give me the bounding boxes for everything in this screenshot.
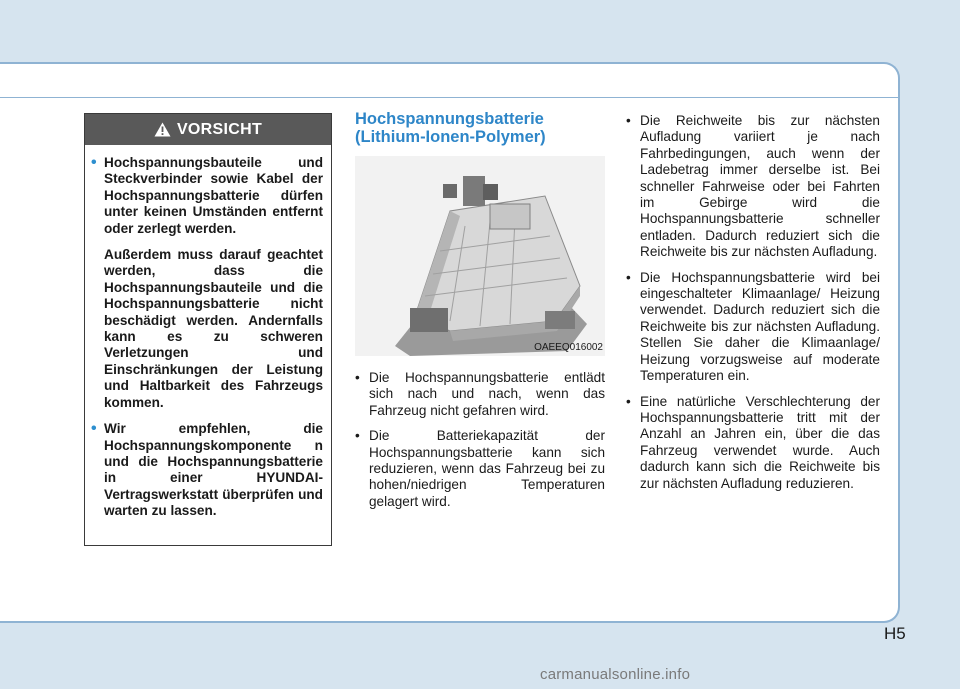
caution-header xyxy=(85,114,331,145)
list-item-text: Die Reichweite bis zur nächsten Aufladung variiert je nach Fahrbedingungen, auch wenn der Ladebetrag immer derselbe ist. Bei schneller Fahrweise oder bei Fahrten im Gebirge wird die Hochspannungsbatterie schneller entladen. Dadurch reduziert sich die Reichweite bis zur nächsten Aufladung. xyxy=(640,113,880,260)
bullet-icon: • xyxy=(626,113,631,128)
list-item xyxy=(355,370,605,419)
caution-box xyxy=(84,113,332,546)
caution-body xyxy=(85,145,331,520)
section-title xyxy=(355,110,605,146)
battery-illustration xyxy=(355,156,605,356)
watermark[interactable]: carmanualsonline.info xyxy=(540,666,691,683)
list-item-text: Die Batteriekapazität der Hochspannungsbatterie kann sich reduzieren, wenn das Fahrzeug bei zu hohen/niedrigen Temperaturen gelagert wird. xyxy=(369,428,605,509)
caution-item xyxy=(91,420,323,519)
right-column xyxy=(626,113,880,501)
caution-title: VORSICHT xyxy=(176,120,263,138)
section-bullet-list xyxy=(355,370,605,510)
top-rule xyxy=(0,97,900,98)
bullet-icon: • xyxy=(91,154,97,171)
caution-item xyxy=(91,154,323,411)
list-item xyxy=(355,428,605,510)
battery-section xyxy=(355,110,605,519)
list-item xyxy=(626,394,880,492)
right-bullet-list xyxy=(626,113,880,492)
caution-item-paragraph: Außerdem muss darauf geachtet werden, dass die Hochspannungsbauteile und die Hochspannungsbatterie nicht beschädigt werden. Andernfalls kann es zu schweren Verletzungen und Einschränkungen der Leistung und Haltbarkeit des Fahrzeugs kommen. xyxy=(104,247,323,410)
bullet-icon: • xyxy=(626,269,631,285)
bullet-icon: • xyxy=(91,420,97,438)
list-item xyxy=(626,270,880,385)
list-item-text: Die Hochspannungsbatterie entlädt sich nach und nach, wenn das Fahrzeug nicht gefahren wird. xyxy=(369,370,605,418)
bullet-icon: • xyxy=(355,428,360,444)
image-code: OAEEQ016002 xyxy=(534,342,603,353)
caution-item-text: Wir empfehlen, die Hochspannungskomponente n und die Hochspannungsbatterie in einer HYUNDAI-Vertragswerkstatt überprüfen und warten zu lassen. xyxy=(104,421,323,519)
list-item-text: Die Hochspannungsbatterie wird bei eingeschalteter Klimaanlage/ Heizung verwendet. Dadurch reduziert sich die Reichweite bis zur nächsten Aufladung. Stellen Sie daher die Klimaanlage/ Heizung vorzugsweise auf moderate Temperaturen ein. xyxy=(640,269,880,384)
bullet-icon: • xyxy=(355,370,360,385)
list-item xyxy=(626,113,880,261)
bullet-icon: • xyxy=(626,393,631,409)
caution-item-text: Hochspannungsbauteile und Steckverbinder sowie Kabel der Hochspannungsbatterie dürfen unter keinen Umständen entfernt oder zerlegt werden. xyxy=(104,155,323,236)
list-item-text: Eine natürliche Verschlechterung der Hochspannungsbatterie tritt mit der Anzahl an Jahren ein, über die das Fahrzeug verwendet wurde. Auch dadurch kann sich die Reichweite bis zur nächsten Aufladung reduzieren. xyxy=(640,393,880,491)
warning-triangle-icon xyxy=(154,122,171,137)
section-title-line2: (Lithium-Ionen-Polymer) xyxy=(355,128,546,146)
section-title-line1: Hochspannungsbatterie xyxy=(355,110,544,128)
page-number: H5 xyxy=(884,624,906,643)
battery-image xyxy=(355,156,605,356)
